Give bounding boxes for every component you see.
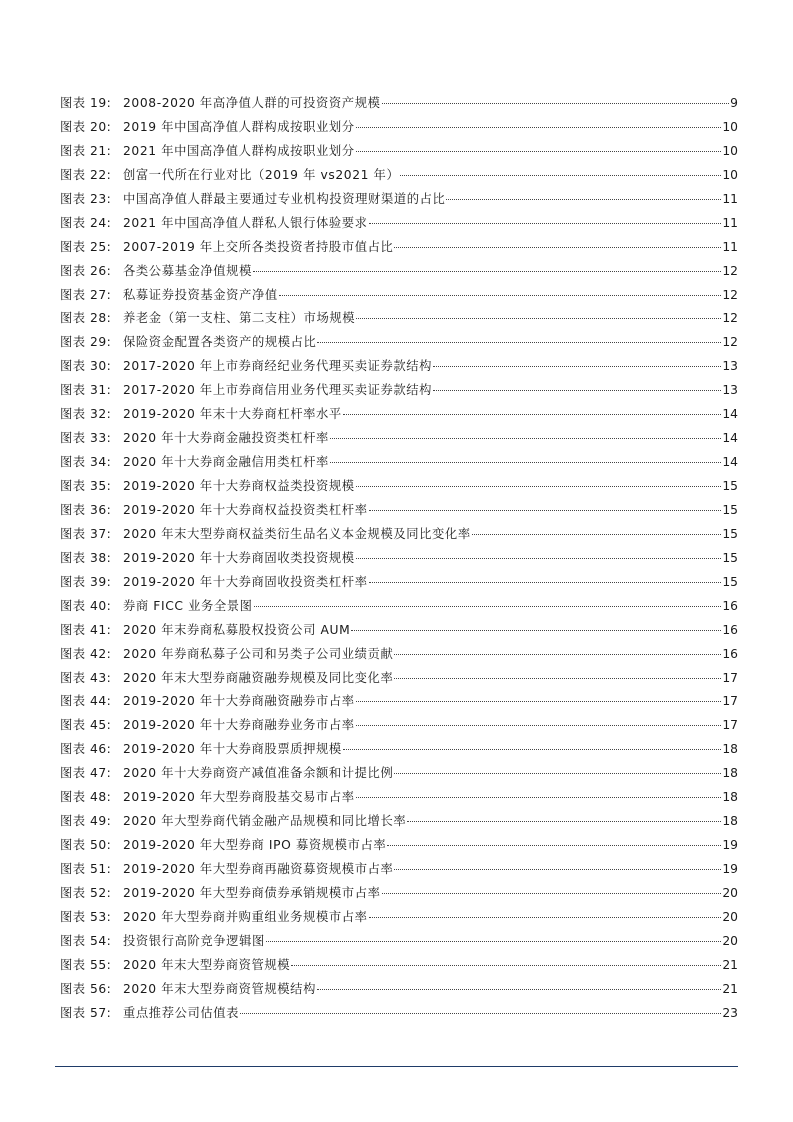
figure-number: 图表 55: xyxy=(60,957,112,972)
toc-entry[interactable] xyxy=(60,883,738,907)
figure-title[interactable]: 2007-2019 年上交所各类投资者持股市值占比 xyxy=(123,239,394,254)
figure-title[interactable]: 2021 年中国高净值人群构成按职业划分 xyxy=(123,143,355,158)
figure-title[interactable]: 2019-2020 年大型券商债券承销规模市占率 xyxy=(123,885,381,900)
figure-number: 图表 41: xyxy=(60,622,112,637)
figure-number: 图表 44: xyxy=(60,694,112,709)
dot-leader xyxy=(433,366,721,367)
toc-entry[interactable] xyxy=(60,261,738,285)
figure-title[interactable]: 2020 年末大型券商权益类衍生品名义本金规模及同比变化率 xyxy=(123,526,471,541)
page-number[interactable]: 17 xyxy=(722,694,738,709)
page-number[interactable]: 15 xyxy=(722,526,738,541)
dot-leader xyxy=(394,654,721,655)
dot-leader xyxy=(356,725,722,726)
dot-leader xyxy=(291,965,721,966)
toc-entry[interactable] xyxy=(60,237,738,261)
figure-title[interactable]: 2020 年券商私募子公司和另类子公司业绩贡献 xyxy=(123,646,394,661)
figure-title[interactable]: 私募证券投资基金资产净值 xyxy=(123,287,278,302)
dot-leader xyxy=(369,917,722,918)
toc-entry[interactable] xyxy=(60,859,738,883)
figure-number: 图表 39: xyxy=(60,574,112,589)
page-number[interactable]: 15 xyxy=(722,502,738,517)
figure-title[interactable]: 2017-2020 年上市券商经纪业务代理买卖证券款结构 xyxy=(123,359,433,374)
figure-title[interactable]: 券商 FICC 业务全景图 xyxy=(123,598,253,613)
dot-leader xyxy=(279,295,722,296)
figure-number: 图表 52: xyxy=(60,885,112,900)
toc-entry[interactable] xyxy=(60,356,738,380)
figure-title[interactable]: 2020 年末大型券商融资融券规模及同比变化率 xyxy=(123,670,394,685)
figure-number: 图表 27: xyxy=(60,287,112,302)
toc-entry[interactable] xyxy=(60,380,738,404)
toc-entry[interactable] xyxy=(60,955,738,979)
figure-number: 图表 51: xyxy=(60,862,112,876)
page-number[interactable]: 21 xyxy=(722,981,738,996)
page-number[interactable]: 12 xyxy=(722,311,738,326)
page-number[interactable]: 9 xyxy=(730,96,738,110)
figure-title[interactable]: 2019-2020 年十大券商股票质押规模 xyxy=(123,742,342,757)
toc-entry[interactable] xyxy=(60,787,738,811)
figure-number: 图表 50: xyxy=(60,838,112,853)
toc-entry[interactable] xyxy=(60,835,738,859)
dot-leader xyxy=(317,342,721,343)
toc-entry[interactable] xyxy=(60,165,738,189)
dot-leader xyxy=(253,271,721,272)
toc-entry[interactable] xyxy=(60,285,738,309)
figure-title[interactable]: 2017-2020 年上市券商信用业务代理买卖证券款结构 xyxy=(123,383,433,398)
figure-number: 图表 20: xyxy=(60,119,112,134)
page-number[interactable]: 18 xyxy=(722,742,738,757)
figure-number: 图表 47: xyxy=(60,766,112,781)
toc-entry[interactable] xyxy=(60,189,738,213)
page-number[interactable]: 10 xyxy=(722,143,738,158)
page-number[interactable]: 20 xyxy=(722,885,738,900)
page-number[interactable]: 12 xyxy=(722,287,738,302)
dot-leader xyxy=(433,390,721,391)
figure-title[interactable]: 2020 年十大券商金融投资类杠杆率 xyxy=(123,431,329,446)
figure-title[interactable]: 2019-2020 年十大券商固收类投资规模 xyxy=(123,550,355,565)
dot-leader xyxy=(356,151,722,152)
dot-leader xyxy=(356,701,722,702)
dot-leader xyxy=(356,318,721,319)
dot-leader xyxy=(351,630,721,631)
figure-number: 图表 56: xyxy=(60,981,112,996)
figure-title[interactable]: 2020 年十大券商资产减值准备余额和计提比例 xyxy=(123,766,394,781)
figure-title[interactable]: 2019-2020 年十大券商权益类投资规模 xyxy=(123,479,355,493)
toc-entry[interactable] xyxy=(60,1003,738,1027)
figure-number: 图表 42: xyxy=(60,646,112,661)
page-number[interactable]: 15 xyxy=(722,479,738,493)
page-number[interactable]: 17 xyxy=(722,670,738,685)
toc-entry[interactable] xyxy=(60,572,738,596)
page-number[interactable]: 13 xyxy=(722,383,738,398)
dot-leader xyxy=(394,247,721,248)
toc-entry[interactable] xyxy=(60,644,738,668)
figure-title[interactable]: 2019-2020 年末十大券商杠杆率水平 xyxy=(123,407,342,422)
figure-title[interactable]: 2019-2020 年大型券商股基交易市占率 xyxy=(123,790,355,805)
figure-number: 图表 29: xyxy=(60,335,112,350)
figure-title[interactable]: 2020 年末大型券商资管规模 xyxy=(123,957,291,972)
toc-entry[interactable] xyxy=(60,524,738,548)
figure-number: 图表 45: xyxy=(60,718,112,733)
page-number[interactable]: 10 xyxy=(722,167,738,182)
dot-leader xyxy=(387,845,721,846)
page-number[interactable]: 16 xyxy=(722,598,738,613)
page-number[interactable]: 16 xyxy=(722,622,738,637)
toc-entry[interactable] xyxy=(60,715,738,739)
toc-entry[interactable] xyxy=(60,452,738,476)
figure-title[interactable]: 2020 年大型券商代销金融产品规模和同比增长率 xyxy=(123,814,407,829)
figure-number: 图表 31: xyxy=(60,383,112,398)
dot-leader xyxy=(369,582,722,583)
figure-number: 图表 25: xyxy=(60,239,112,254)
figure-title[interactable]: 2021 年中国高净值人群私人银行体验要求 xyxy=(123,215,368,230)
figure-number: 图表 54: xyxy=(60,933,112,948)
page-number[interactable]: 12 xyxy=(722,263,738,278)
dot-leader xyxy=(240,1013,721,1014)
figure-title[interactable]: 2019-2020 年大型券商再融资募资规模市占率 xyxy=(123,862,394,876)
toc-entry[interactable] xyxy=(60,141,738,165)
figure-title[interactable]: 2019-2020 年十大券商权益投资类杠杆率 xyxy=(123,502,368,517)
figure-number: 图表 40: xyxy=(60,598,112,613)
figure-number: 图表 26: xyxy=(60,263,112,278)
figure-title[interactable]: 2008-2020 年高净值人群的可投资资产规模 xyxy=(123,96,381,110)
toc-entry[interactable] xyxy=(60,739,738,763)
page-number[interactable]: 13 xyxy=(722,359,738,374)
page-number[interactable]: 11 xyxy=(722,215,738,230)
table-of-figures xyxy=(60,93,738,1027)
figure-number: 图表 38: xyxy=(60,550,112,565)
footer-divider xyxy=(55,1066,738,1067)
page-number[interactable]: 12 xyxy=(722,335,738,350)
toc-entry[interactable] xyxy=(60,691,738,715)
figure-number: 图表 34: xyxy=(60,455,112,470)
figure-number: 图表 24: xyxy=(60,215,112,230)
dot-leader xyxy=(394,773,721,774)
figure-title[interactable]: 创富一代所在行业对比（2019 年 vs2021 年） xyxy=(123,167,400,182)
toc-entry[interactable] xyxy=(60,763,738,787)
dot-leader xyxy=(330,438,721,439)
toc-entry[interactable] xyxy=(60,548,738,572)
page-number[interactable]: 20 xyxy=(722,933,738,948)
dot-leader xyxy=(254,606,722,607)
page-number[interactable]: 10 xyxy=(722,119,738,134)
dot-leader xyxy=(369,510,722,511)
figure-title[interactable]: 投资银行高阶竞争逻辑图 xyxy=(123,933,265,948)
figure-title[interactable]: 2020 年大型券商并购重组业务规模市占率 xyxy=(123,909,368,924)
figure-number: 图表 57: xyxy=(60,1005,112,1020)
page-number[interactable]: 19 xyxy=(722,838,738,853)
page-number[interactable]: 17 xyxy=(722,718,738,733)
figure-title[interactable]: 各类公募基金净值规模 xyxy=(123,263,252,278)
figure-number: 图表 30: xyxy=(60,359,112,374)
figure-number: 图表 22: xyxy=(60,167,112,182)
page-number[interactable]: 15 xyxy=(722,550,738,565)
dot-leader xyxy=(382,103,730,104)
figure-title[interactable]: 重点推荐公司估值表 xyxy=(123,1005,240,1020)
figure-number: 图表 46: xyxy=(60,742,112,757)
figure-number: 图表 49: xyxy=(60,814,112,829)
toc-entry[interactable] xyxy=(60,404,738,428)
figure-number: 图表 28: xyxy=(60,311,112,326)
page-number[interactable]: 11 xyxy=(722,239,738,254)
dot-leader xyxy=(394,678,721,679)
figure-number: 图表 35: xyxy=(60,479,112,493)
figure-title[interactable]: 2019-2020 年十大券商固收投资类杠杆率 xyxy=(123,574,368,589)
toc-entry[interactable] xyxy=(60,93,738,117)
figure-title[interactable]: 养老金（第一支柱、第二支柱）市场规模 xyxy=(123,311,356,326)
figure-number: 图表 48: xyxy=(60,790,112,805)
figure-title[interactable]: 2020 年十大券商金融信用类杠杆率 xyxy=(123,455,329,470)
toc-entry[interactable] xyxy=(60,979,738,1003)
toc-entry[interactable] xyxy=(60,428,738,452)
toc-entry[interactable] xyxy=(60,308,738,332)
figure-title[interactable]: 2020 年末券商私募股权投资公司 AUM xyxy=(123,622,351,637)
figure-number: 图表 32: xyxy=(60,407,112,422)
page-number[interactable]: 19 xyxy=(722,862,738,876)
page-number[interactable]: 15 xyxy=(722,574,738,589)
toc-entry[interactable] xyxy=(60,620,738,644)
toc-entry[interactable] xyxy=(60,596,738,620)
figure-number: 图表 43: xyxy=(60,670,112,685)
toc-entry[interactable] xyxy=(60,811,738,835)
dot-leader xyxy=(330,462,721,463)
dot-leader xyxy=(407,821,721,822)
page-number[interactable]: 11 xyxy=(722,191,738,206)
dot-leader xyxy=(369,223,722,224)
figure-title[interactable]: 2020 年末大型券商资管规模结构 xyxy=(123,981,316,996)
dot-leader xyxy=(266,941,721,942)
dot-leader xyxy=(317,989,721,990)
page-number[interactable]: 14 xyxy=(722,455,738,470)
dot-leader xyxy=(343,414,722,415)
page-number[interactable]: 14 xyxy=(722,407,738,422)
toc-entry[interactable] xyxy=(60,332,738,356)
dot-leader xyxy=(394,869,721,870)
dot-leader xyxy=(446,199,721,200)
figure-number: 图表 36: xyxy=(60,502,112,517)
dot-leader xyxy=(356,558,722,559)
figure-title[interactable]: 保险资金配置各类资产的规模占比 xyxy=(123,335,317,350)
toc-entry[interactable] xyxy=(60,213,738,237)
dot-leader xyxy=(343,749,722,750)
page-number[interactable]: 16 xyxy=(722,646,738,661)
figure-number: 图表 19: xyxy=(60,96,112,110)
dot-leader xyxy=(356,797,722,798)
toc-entry[interactable] xyxy=(60,907,738,931)
figure-title[interactable]: 2019 年中国高净值人群构成按职业划分 xyxy=(123,119,355,134)
toc-entry[interactable] xyxy=(60,476,738,500)
figure-title[interactable]: 2019-2020 年十大券商融资融券市占率 xyxy=(123,694,355,709)
page-number[interactable]: 18 xyxy=(722,766,738,781)
dot-leader xyxy=(382,893,722,894)
figure-number: 图表 23: xyxy=(60,191,112,206)
toc-entry[interactable] xyxy=(60,931,738,955)
dot-leader xyxy=(356,127,722,128)
page-number[interactable]: 20 xyxy=(722,909,738,924)
dot-leader xyxy=(400,175,721,176)
figure-number: 图表 53: xyxy=(60,909,112,924)
toc-entry[interactable] xyxy=(60,500,738,524)
toc-entry[interactable] xyxy=(60,668,738,692)
figure-title[interactable]: 2019-2020 年大型券商 IPO 募资规模市占率 xyxy=(123,838,387,853)
page-number[interactable]: 23 xyxy=(722,1005,738,1020)
figure-number: 图表 37: xyxy=(60,526,112,541)
figure-number: 图表 21: xyxy=(60,143,112,158)
dot-leader xyxy=(472,534,722,535)
dot-leader xyxy=(356,486,722,487)
toc-entry[interactable] xyxy=(60,117,738,141)
page-number[interactable]: 18 xyxy=(722,790,738,805)
page-number[interactable]: 21 xyxy=(722,957,738,972)
figure-title[interactable]: 中国高净值人群最主要通过专业机构投资理财渠道的占比 xyxy=(123,191,446,206)
figure-title[interactable]: 2019-2020 年十大券商融券业务市占率 xyxy=(123,718,355,733)
page-number[interactable]: 18 xyxy=(722,814,738,829)
figure-number: 图表 33: xyxy=(60,431,112,446)
page-number[interactable]: 14 xyxy=(722,431,738,446)
